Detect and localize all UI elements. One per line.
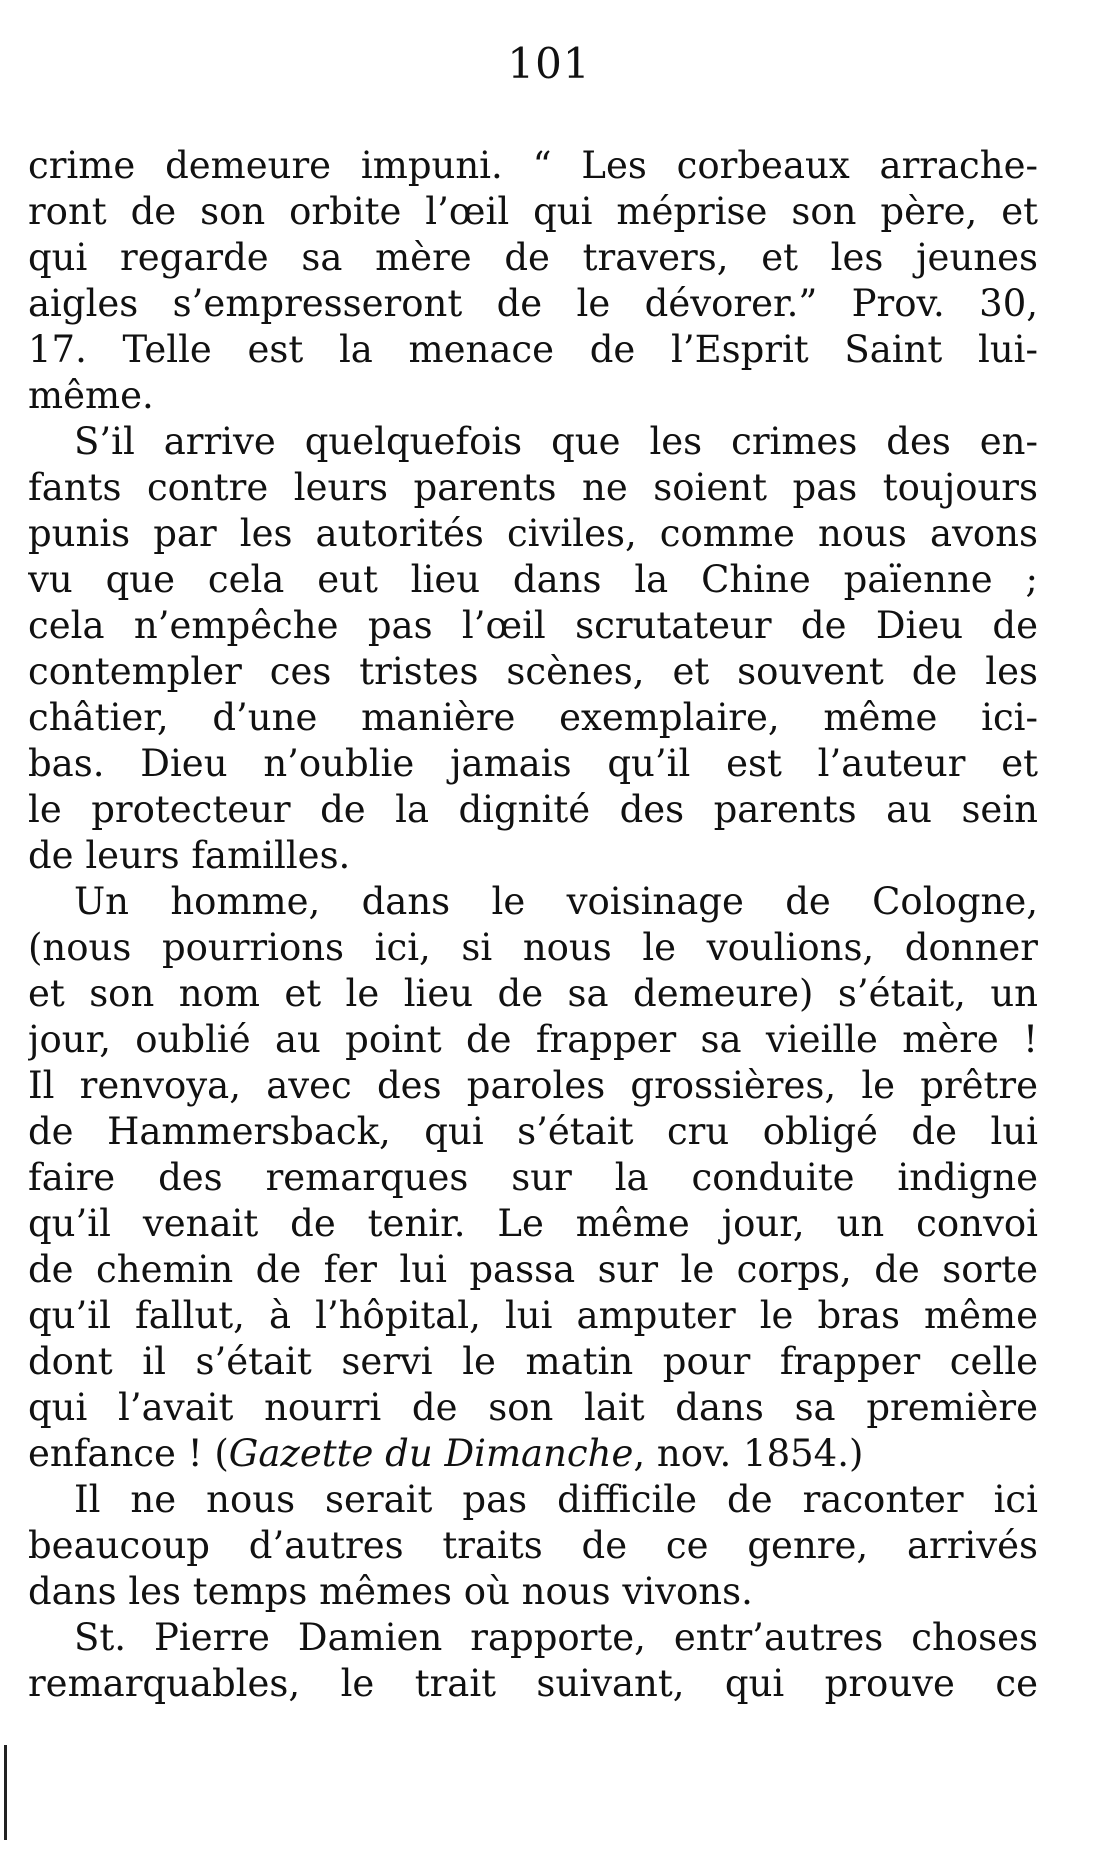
citation-italic: Gazette du Dimanche [228,1432,634,1475]
line-text: de Hammersback, qui s’était cru obligé de lui [28,1110,1038,1153]
line-text: aigles s’empresseront de le dévorer.” Prov. 30, [28,282,1038,325]
line-text: (nous pourrions ici, si nous le voulions, donner [28,926,1038,969]
line-text: Un homme, dans le voisinage de Cologne, [74,880,1038,923]
line-text: St. Pierre Damien rapporte, entr’autres choses [74,1616,1038,1659]
line-text: ront de son orbite l’œil qui méprise son père, et [28,190,1038,233]
line-text: et son nom et le lieu de sa demeure) s’était, un [28,972,1038,1015]
text-line [28,787,1038,833]
text-line [28,603,1038,649]
line-text: fants contre leurs parents ne soient pas toujours [28,466,1038,509]
line-text: même. [28,374,154,417]
text-line [28,1569,1038,1615]
body-text [28,143,1038,1707]
text-line [28,281,1038,327]
line-text: 17. Telle est la menace de l’Esprit Saint lui- [28,328,1038,371]
line-text: de chemin de fer lui passa sur le corps, de sorte [28,1248,1038,1291]
text-line [28,1017,1038,1063]
line-text: qu’il fallut, à l’hôpital, lui amputer le bras même [28,1294,1038,1337]
text-line [28,1155,1038,1201]
text-line [28,1339,1038,1385]
text-line [28,373,1038,419]
line-text: faire des remarques sur la conduite indigne [28,1156,1038,1199]
line-text: châtier, d’une manière exemplaire, même ici- [28,696,1038,739]
line-text: contempler ces tristes scènes, et souvent de les [28,650,1038,693]
line-text: crime demeure impuni. “ Les corbeaux arrache- [28,144,1038,187]
text-line [28,1385,1038,1431]
text-line [28,189,1038,235]
text-line [28,1063,1038,1109]
text-line [28,1661,1038,1707]
text-line [28,833,1038,879]
line-text: qui regarde sa mère de travers, et les jeunes [28,236,1038,279]
line-text: qui l’avait nourri de son lait dans sa première [28,1386,1038,1429]
text-line [28,1431,1038,1477]
text-line [28,1201,1038,1247]
line-text: enfance ! ( [28,1432,229,1475]
text-line [28,741,1038,787]
text-line [28,557,1038,603]
text-line [28,235,1038,281]
line-text: le protecteur de la dignité des parents au sein [28,788,1038,831]
text-line [28,327,1038,373]
text-line [28,695,1038,741]
line-text-after: , nov. 1854.) [633,1432,864,1475]
text-line [28,971,1038,1017]
line-text: de leurs familles. [28,834,351,877]
text-line [28,419,1038,465]
text-line [28,1523,1038,1569]
text-line [28,1293,1038,1339]
line-text: punis par les autorités civiles, comme nous avons [28,512,1038,555]
text-line [28,465,1038,511]
text-line [28,1247,1038,1293]
text-line [28,511,1038,557]
page-number: 101 [507,39,591,88]
text-line [28,879,1038,925]
line-text: dont il s’était servi le matin pour frapper celle [28,1340,1038,1383]
text-line [28,1615,1038,1661]
text-line [28,925,1038,971]
line-text: cela n’empêche pas l’œil scrutateur de Dieu de [28,604,1038,647]
text-line [28,143,1038,189]
text-line [28,1477,1038,1523]
line-text: Il renvoya, avec des paroles grossières, le prêtre [28,1064,1038,1107]
line-text: dans les temps mêmes où nous vivons. [28,1570,753,1613]
line-text: beaucoup d’autres traits de ce genre, arrivés [28,1524,1038,1567]
text-line [28,649,1038,695]
line-text: qu’il venait de tenir. Le même jour, un convoi [28,1202,1038,1245]
margin-rule [4,1745,7,1840]
text-line [28,1109,1038,1155]
line-text: Il ne nous serait pas difficile de raconter ici [74,1478,1038,1521]
line-text: remarquables, le trait suivant, qui prouve ce [28,1662,1038,1705]
line-text: jour, oublié au point de frapper sa vieille mère ! [28,1018,1038,1061]
line-text: vu que cela eut lieu dans la Chine païenne ; [28,558,1038,601]
line-text: bas. Dieu n’oublie jamais qu’il est l’auteur et [28,742,1038,785]
line-text: S’il arrive quelquefois que les crimes des en- [74,420,1038,463]
